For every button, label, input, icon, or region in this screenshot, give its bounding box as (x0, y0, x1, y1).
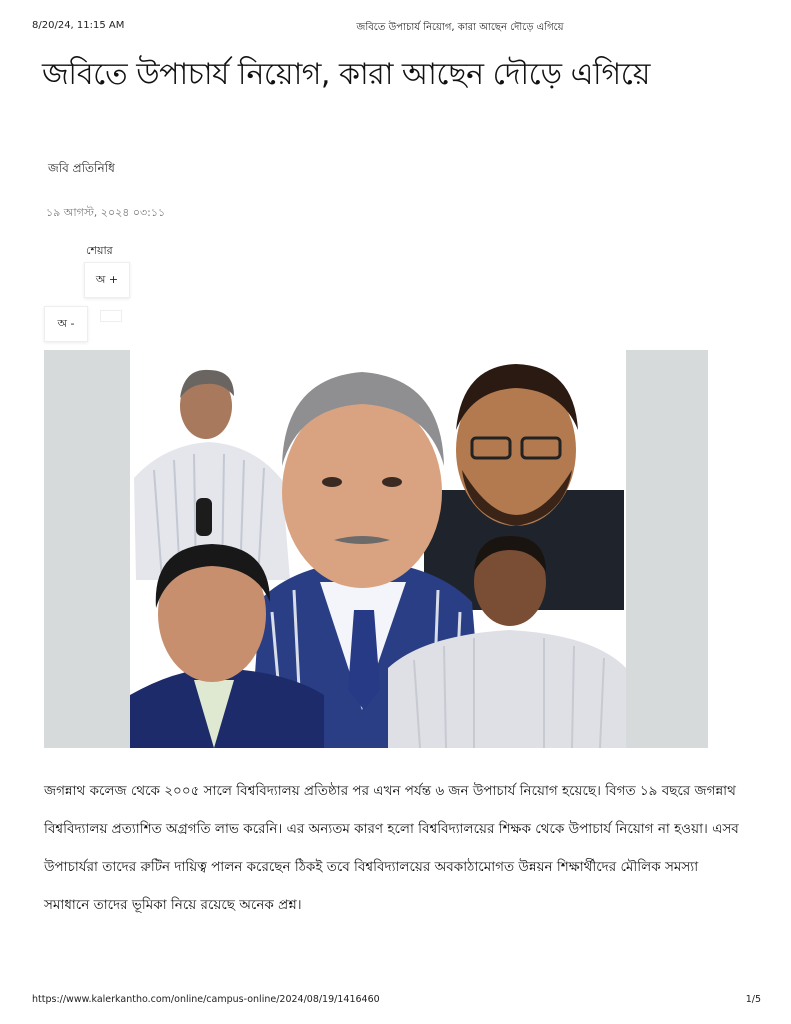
article-author[interactable]: জবি প্রতিনিধি (48, 161, 115, 175)
print-page-title: জবিতে উপাচার্য নিয়োগ, কারা আছেন দৌড়ে এগিয়ে (356, 22, 564, 33)
article-body: জগন্নাথ কলেজ থেকে ২০০৫ সালে বিশ্ববিদ্যালয় প্রতিষ্ঠার পর এখন পর্যন্ত ৬ জন উপাচার্য নিয়োগ হয়েছে। বিগত ১৯ বছরে জগন্নাথ বিশ্ববিদ্যালয় প্রত্যাশিত অগ্রগতি লাভ করেনি। এর অন্যতম কারণ হলো বিশ্ববিদ্যালয়ের শিক্ষক থেকে উপাচার্য নিয়োগ না হওয়া। এসব উপাচার্যরা তাদের রুটিন দায়িত্ব পালন করেছেন ঠিকই তবে বিশ্ববিদ্যালয়ের অবকাঠামোগত উন্নয়ন শিক্ষার্থীদের মৌলিক সমস্যা সমাধানে তাদের ভূমিকা নিয়ে রয়েছে অনেক প্রশ্ন। (44, 783, 739, 913)
article-headline: জবিতে উপাচার্য নিয়োগ, কারা আছেন দৌড়ে এগিয়ে (42, 57, 650, 92)
article-date: ১৯ আগস্ট, ২০২৪ ০৩:১১ (46, 206, 166, 219)
collage-graphic (44, 350, 708, 748)
print-button[interactable] (100, 310, 122, 322)
print-page-number: 1/5 (745, 994, 761, 1005)
article-photo-collage (44, 350, 708, 748)
font-decrease-button[interactable]: অ - (44, 306, 88, 342)
font-increase-button[interactable]: অ + (84, 262, 130, 298)
print-datetime: 8/20/24, 11:15 AM (32, 20, 125, 31)
print-url: https://www.kalerkantho.com/online/campus-online/2024/08/19/1416460 (32, 994, 380, 1005)
share-label[interactable]: শেয়ার (86, 244, 113, 257)
